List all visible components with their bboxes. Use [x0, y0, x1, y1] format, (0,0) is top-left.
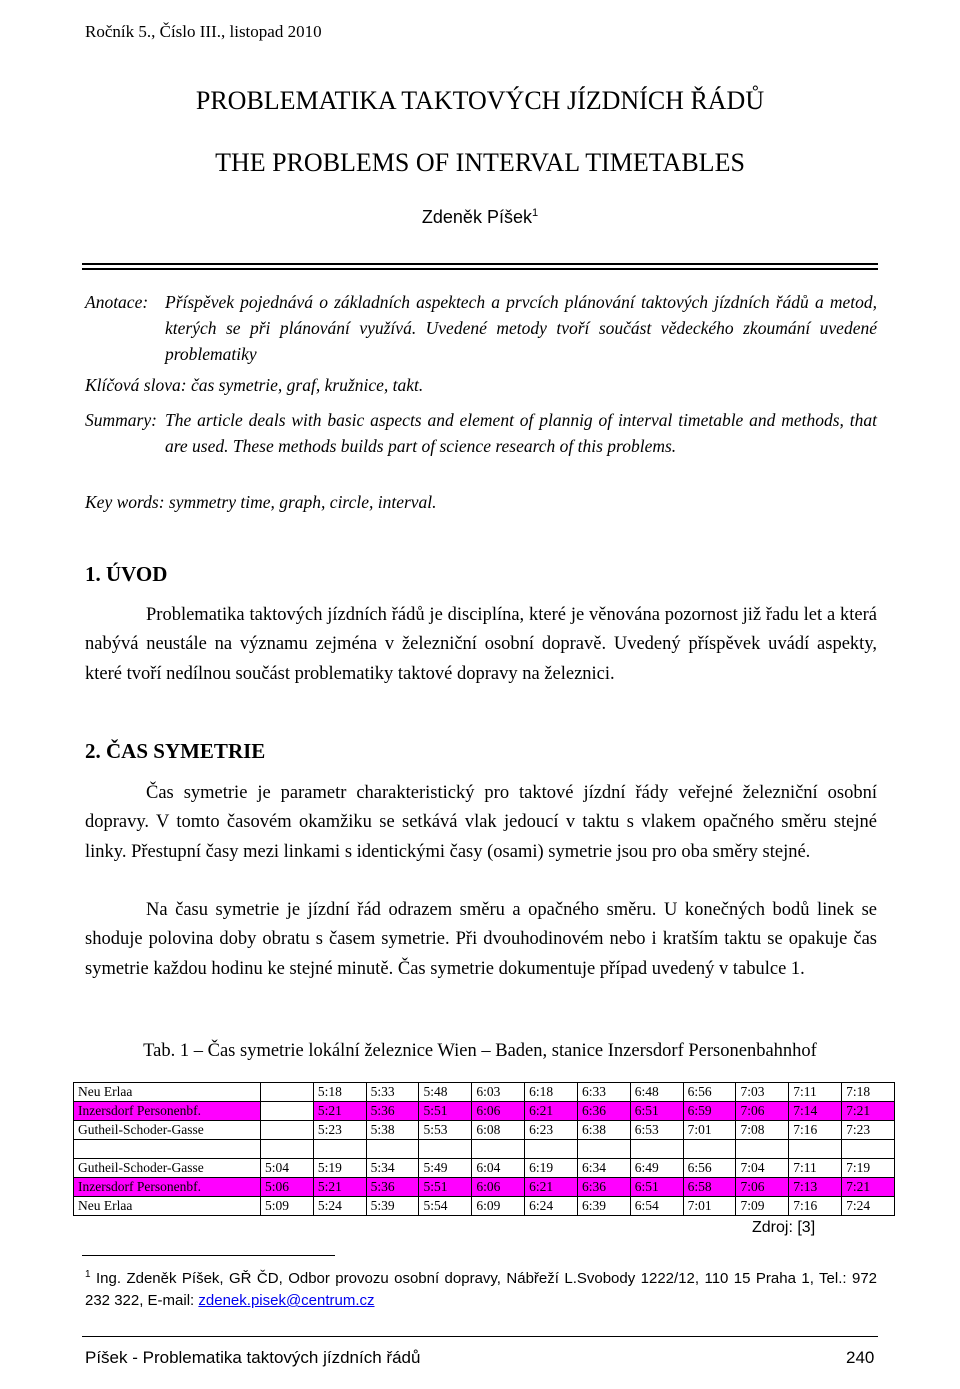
time-cell: 5:09: [261, 1197, 314, 1216]
time-cell: [261, 1102, 314, 1121]
station-name-cell: Gutheil-Schoder-Gasse: [74, 1121, 261, 1140]
time-cell: 6:56: [683, 1159, 736, 1178]
table-cell: [313, 1140, 366, 1159]
time-cell: 5:21: [313, 1178, 366, 1197]
time-cell: 6:59: [683, 1102, 736, 1121]
table-row: [74, 1121, 895, 1140]
footnote: [85, 1264, 877, 1312]
table-cell: [683, 1140, 736, 1159]
time-cell: 6:23: [525, 1121, 578, 1140]
time-cell: 5:19: [313, 1159, 366, 1178]
time-cell: 5:54: [419, 1197, 472, 1216]
time-cell: 5:39: [366, 1197, 419, 1216]
time-cell: 7:18: [842, 1083, 895, 1102]
title-rule-bottom: [82, 268, 878, 270]
title-rule-top: [82, 263, 878, 265]
table-cell: [261, 1140, 314, 1159]
time-cell: 6:54: [630, 1197, 683, 1216]
table-row: [74, 1159, 895, 1178]
time-cell: 6:53: [630, 1121, 683, 1140]
keywords-english: Key words: symmetry time, graph, circle, interval.: [85, 492, 437, 512]
time-cell: 6:36: [577, 1102, 630, 1121]
table-cell: [525, 1140, 578, 1159]
time-cell: 5:49: [419, 1159, 472, 1178]
time-cell: 5:36: [366, 1178, 419, 1197]
journal-header: Ročník 5., Číslo III., listopad 2010: [85, 22, 322, 41]
time-cell: 6:03: [472, 1083, 525, 1102]
table-cell: [366, 1140, 419, 1159]
time-cell: 7:06: [736, 1178, 789, 1197]
time-cell: 5:51: [419, 1102, 472, 1121]
footnote-text: Ing. Zdeněk Píšek, GŘ ČD, Odbor provozu osobní dopravy, Nábřeží L.Svobody 1222/12, 110 15 Praha 1, Tel.: 972 232 322, E-mail:: [85, 1270, 877, 1309]
time-cell: 7:09: [736, 1197, 789, 1216]
time-cell: 7:03: [736, 1083, 789, 1102]
station-name-cell: Neu Erlaa: [74, 1083, 261, 1102]
table-cell: [789, 1140, 842, 1159]
anotace-text: Příspěvek pojednává o základních aspektech a prvcích plánování taktových jízdních řádů a metod, kterých se při plánování využívá. Uvedené metody tvoří součást vědeckého zkoumání uvedené problematiky: [165, 292, 877, 364]
time-cell: 6:48: [630, 1083, 683, 1102]
time-cell: 6:24: [525, 1197, 578, 1216]
time-cell: 6:49: [630, 1159, 683, 1178]
footer-running-title: Píšek - Problematika taktových jízdních řádů: [85, 1348, 421, 1367]
time-cell: 5:34: [366, 1159, 419, 1178]
time-cell: [261, 1121, 314, 1140]
time-cell: 7:19: [842, 1159, 895, 1178]
time-cell: 6:38: [577, 1121, 630, 1140]
title-english: THE PROBLEMS OF INTERVAL TIMETABLES: [215, 148, 745, 177]
time-cell: 7:01: [683, 1197, 736, 1216]
time-cell: 6:21: [525, 1178, 578, 1197]
time-cell: 5:18: [313, 1083, 366, 1102]
time-cell: 5:48: [419, 1083, 472, 1102]
author-name: Zdeněk Píšek: [421, 207, 532, 227]
table-cell: [74, 1140, 261, 1159]
section-heading-uvod: 1. ÚVOD: [85, 562, 168, 586]
station-name-cell: Inzersdorf Personenbf.: [74, 1102, 261, 1121]
timetable-table: [73, 1082, 895, 1216]
time-cell: 6:36: [577, 1178, 630, 1197]
time-cell: 5:33: [366, 1083, 419, 1102]
section-paragraph-uvod: [85, 601, 877, 689]
time-cell: 6:56: [683, 1083, 736, 1102]
time-cell: 6:08: [472, 1121, 525, 1140]
time-cell: 5:36: [366, 1102, 419, 1121]
time-cell: 7:11: [789, 1083, 842, 1102]
time-cell: 5:24: [313, 1197, 366, 1216]
table-cell: [736, 1140, 789, 1159]
author: [0, 207, 960, 228]
footnote-rule: [82, 1255, 335, 1256]
time-cell: 7:24: [842, 1197, 895, 1216]
station-name-cell: Inzersdorf Personenbf.: [74, 1178, 261, 1197]
time-cell: 6:39: [577, 1197, 630, 1216]
table-cell: [472, 1140, 525, 1159]
time-cell: 7:13: [789, 1178, 842, 1197]
table-cell: [577, 1140, 630, 1159]
time-cell: 6:18: [525, 1083, 578, 1102]
footnote-mark: 1: [85, 1269, 91, 1280]
author-footnote-mark: 1: [531, 207, 539, 219]
time-cell: 7:16: [789, 1121, 842, 1140]
anotace: [85, 289, 877, 367]
time-cell: 7:04: [736, 1159, 789, 1178]
time-cell: 5:21: [313, 1102, 366, 1121]
summary: [85, 407, 877, 459]
table-caption: Tab. 1 – Čas symetrie lokální železnice Wien – Baden, stanice Inzersdorf Personenbahnhof: [143, 1041, 817, 1061]
time-cell: 6:06: [472, 1102, 525, 1121]
table-row: [74, 1083, 895, 1102]
table-row: [74, 1197, 895, 1216]
time-cell: 6:51: [630, 1178, 683, 1197]
time-cell: 6:51: [630, 1102, 683, 1121]
station-name-cell: Gutheil-Schoder-Gasse: [74, 1159, 261, 1178]
uvod-text: Problematika taktových jízdních řádů je disciplína, které je věnována pozornost již řadu let a která nabývá neustále na významu zejména v železniční osobní dopravě. Uvedený příspěvek uvádí aspekty, které tvoří nedílnou součást problematiky taktové dopravy na železnici.: [85, 605, 877, 684]
time-cell: 5:38: [366, 1121, 419, 1140]
time-cell: 6:58: [683, 1178, 736, 1197]
anotace-label: Anotace:: [85, 292, 149, 312]
table-row: [74, 1178, 895, 1197]
timetable-body: [74, 1083, 895, 1216]
time-cell: [261, 1083, 314, 1102]
station-name-cell: Neu Erlaa: [74, 1197, 261, 1216]
footer-rule: [82, 1336, 878, 1337]
email-link[interactable]: zdenek.pisek@centrum.cz: [198, 1292, 375, 1309]
section-paragraph-cas-symetrie-2: [85, 896, 877, 984]
time-cell: 6:19: [525, 1159, 578, 1178]
table-source: Zdroj: [3]: [752, 1219, 816, 1236]
table-cell: [419, 1140, 472, 1159]
keywords-czech: Klíčová slova: čas symetrie, graf, kružnice, takt.: [85, 375, 424, 395]
cas-symetrie-text-2: Na času symetrie je jízdní řád odrazem směru a opačného směru. U konečných bodů linek se shoduje polovina doby obratu s časem symetrie. Při dvouhodinovém nebo i kratším taktu se opakuje čas symetrie každou hodinu ke stejné minutě. Čas symetrie dokumentuje případ uvedený v tabulce 1.: [85, 900, 877, 979]
table-cell: [842, 1140, 895, 1159]
table-spacer-row: [74, 1140, 895, 1159]
cas-symetrie-text-1: Čas symetrie je parametr charakteristický pro taktové jízdní řády veřejné železniční osobní dopravy. V tomto časovém okamžiku se setkává vlak jedoucí v taktu s vlakem opačného směru stejné linky. Přestupní časy mezi linkami s identickými časy (osami) symetrie jsou pro oba směry stejné.: [85, 783, 877, 862]
time-cell: 5:23: [313, 1121, 366, 1140]
table-row: [74, 1102, 895, 1121]
time-cell: 7:14: [789, 1102, 842, 1121]
summary-text: The article deals with basic aspects and element of plannig of interval timetable and methods, that are used. These methods builds part of science research of this problems.: [165, 410, 877, 456]
time-cell: 5:06: [261, 1178, 314, 1197]
time-cell: 7:11: [789, 1159, 842, 1178]
time-cell: 5:53: [419, 1121, 472, 1140]
time-cell: 7:23: [842, 1121, 895, 1140]
time-cell: 6:04: [472, 1159, 525, 1178]
section-heading-cas-symetrie: 2. ČAS SYMETRIE: [85, 739, 266, 763]
time-cell: 5:51: [419, 1178, 472, 1197]
title-czech: PROBLEMATIKA TAKTOVÝCH JÍZDNÍCH ŘÁDŮ: [195, 86, 765, 115]
time-cell: 7:16: [789, 1197, 842, 1216]
time-cell: 7:21: [842, 1178, 895, 1197]
time-cell: 7:06: [736, 1102, 789, 1121]
time-cell: 6:33: [577, 1083, 630, 1102]
table-cell: [630, 1140, 683, 1159]
time-cell: 6:21: [525, 1102, 578, 1121]
time-cell: 6:09: [472, 1197, 525, 1216]
section-paragraph-cas-symetrie-1: [85, 779, 877, 867]
time-cell: 7:08: [736, 1121, 789, 1140]
summary-label: Summary:: [85, 410, 157, 430]
time-cell: 7:21: [842, 1102, 895, 1121]
time-cell: 6:06: [472, 1178, 525, 1197]
time-cell: 5:04: [261, 1159, 314, 1178]
page-number: 240: [846, 1348, 875, 1367]
time-cell: 7:01: [683, 1121, 736, 1140]
time-cell: 6:34: [577, 1159, 630, 1178]
